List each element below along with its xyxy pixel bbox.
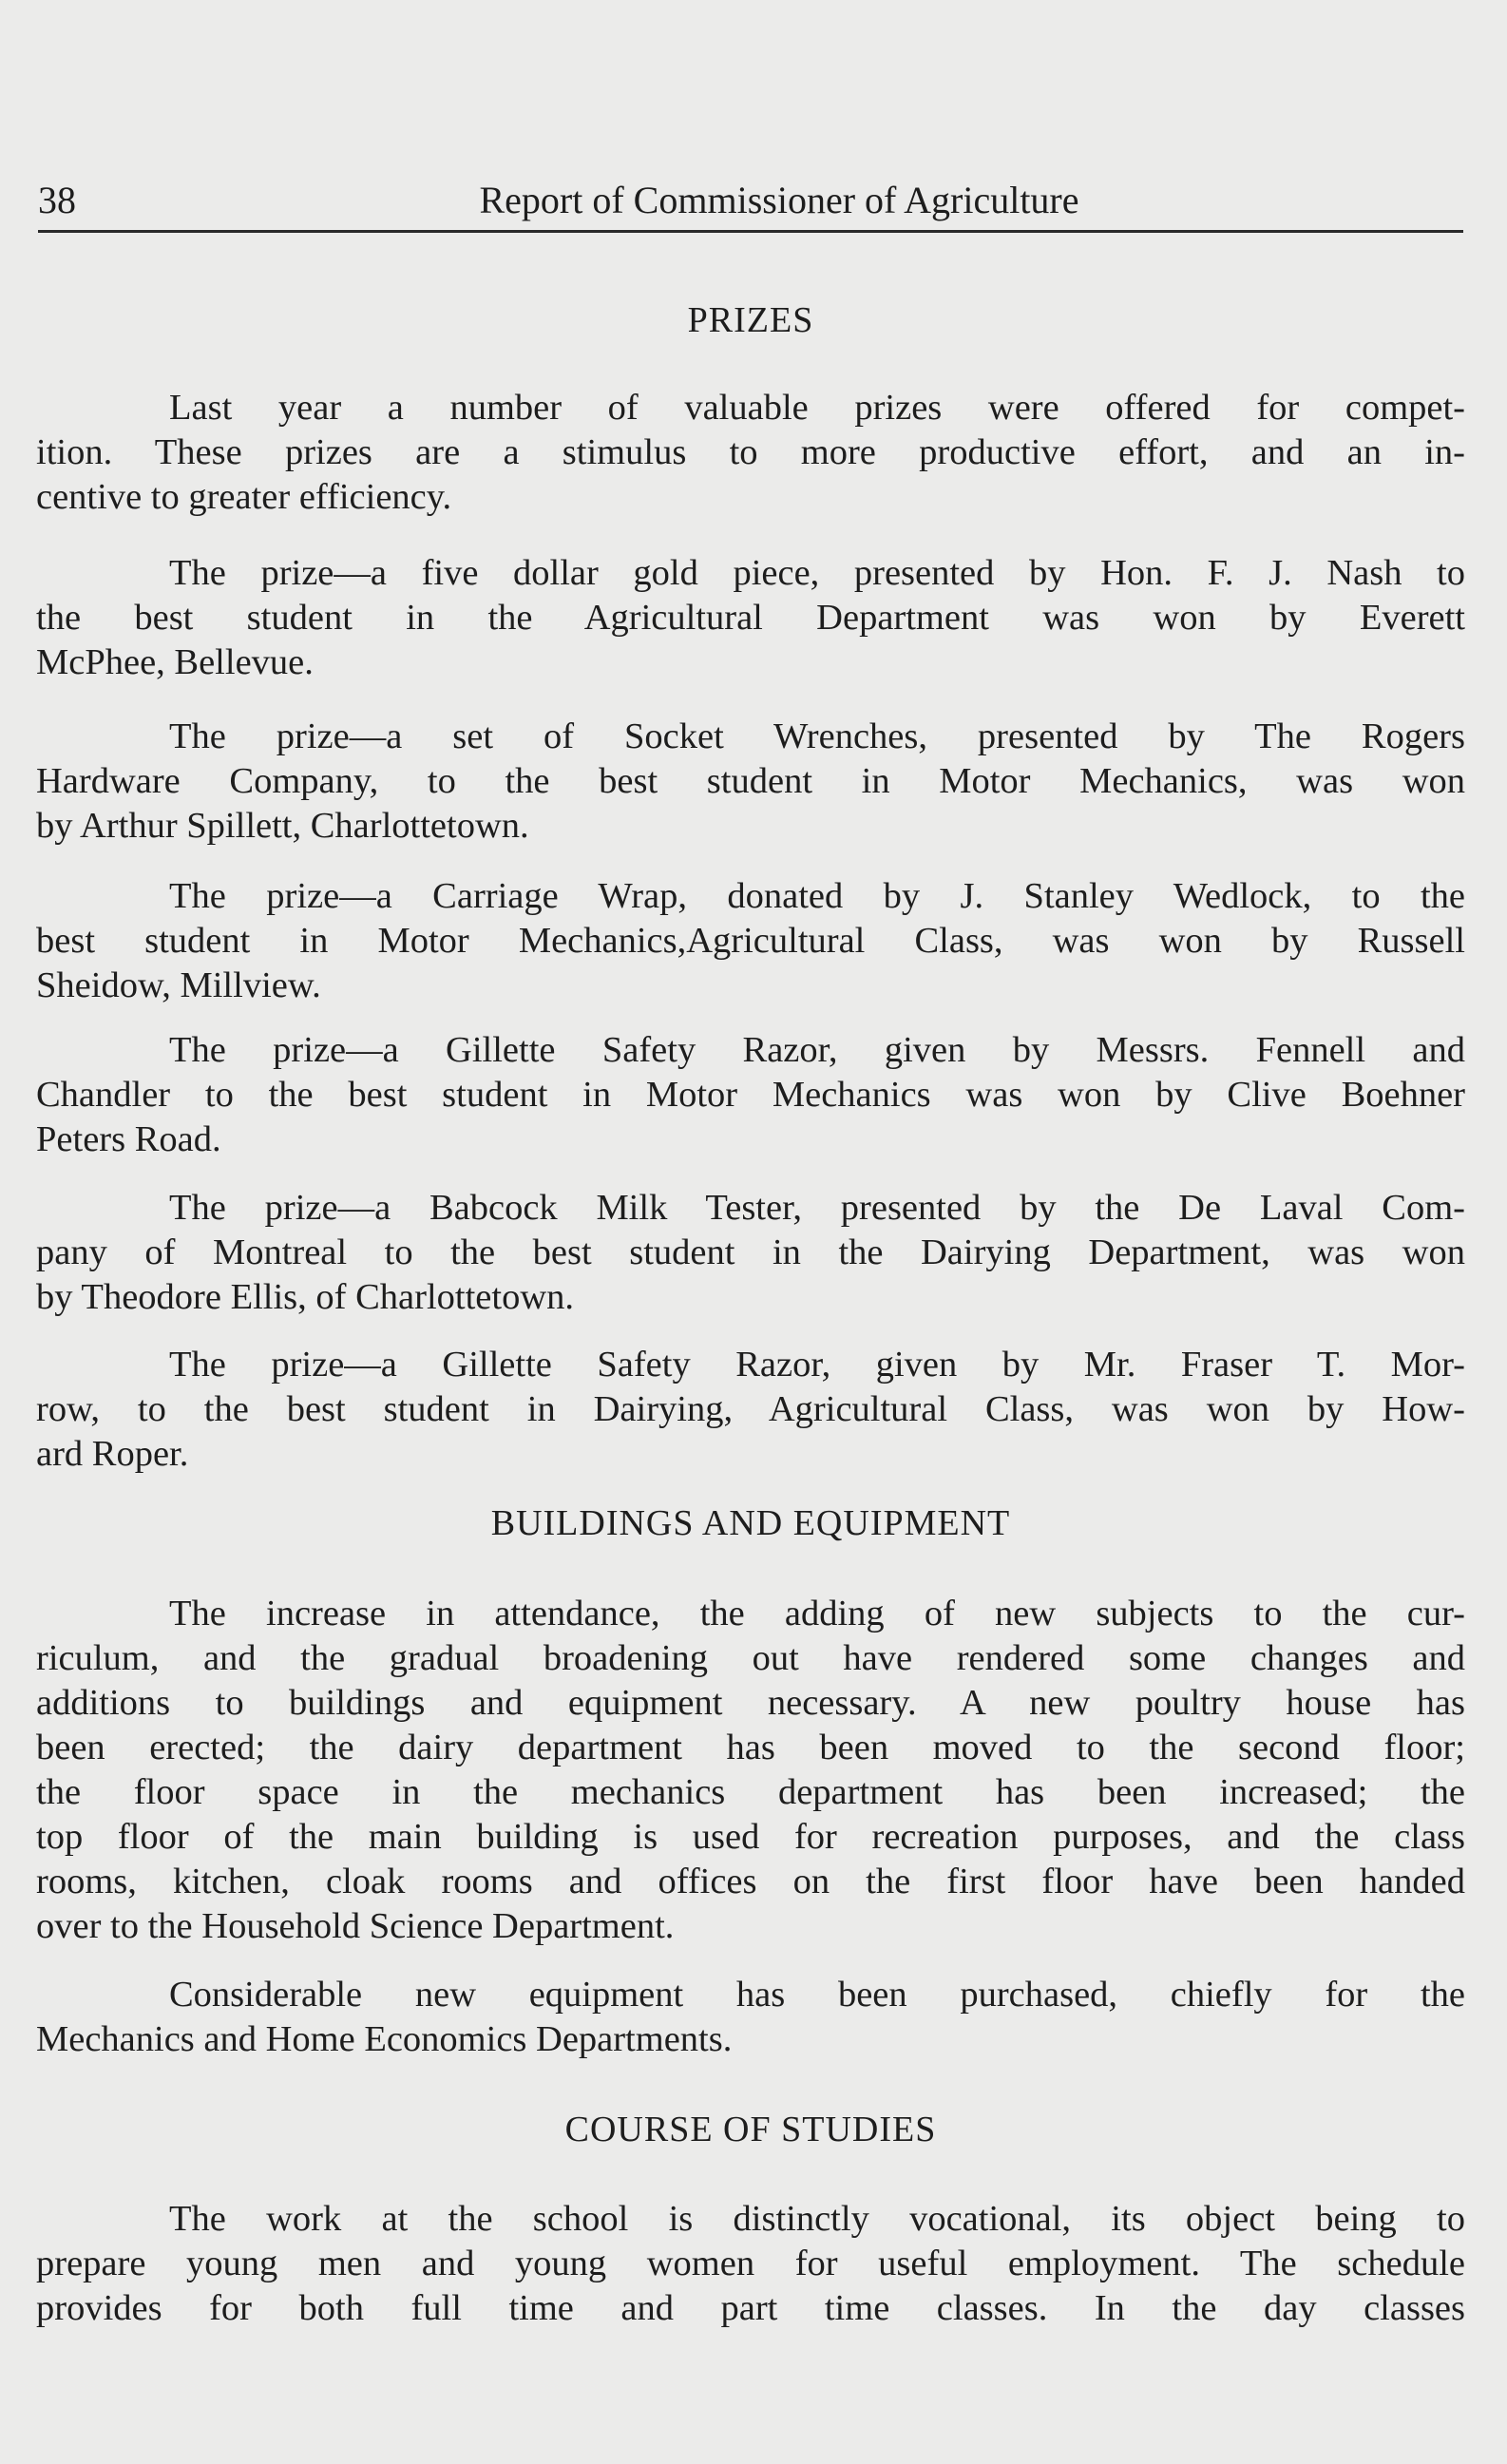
page-number: 38 — [38, 179, 76, 221]
paragraph-prize-carriage-wrap — [36, 874, 1465, 1008]
paragraph-prize-gillette-razor-1 — [36, 1028, 1465, 1162]
text-line: riculum, and the gradual broadening out have rendered some changes and — [36, 1638, 1465, 1678]
text-line: best student in Motor Mechanics,Agricultural Class, was won by Russell — [36, 921, 1465, 961]
text-line: Peters Road. — [36, 1119, 221, 1159]
text-line: ard Roper. — [36, 1434, 189, 1474]
text-line: Mechanics and Home Economics Departments. — [36, 2019, 733, 2059]
text-line: rooms, kitchen, cloak rooms and offices on the first floor have been handed — [36, 1862, 1465, 1901]
text-line: Considerable new equipment has been purchased, chiefly for the — [169, 1975, 1465, 2015]
text-line: over to the Household Science Department. — [36, 1906, 675, 1946]
text-line: The increase in attendance, the adding of new subjects to the cur- — [169, 1594, 1465, 1633]
text-line: row, to the best student in Dairying, Agricultural Class, was won by How- — [36, 1389, 1465, 1429]
text-line: pany of Montreal to the best student in the Dairying Department, was won — [36, 1232, 1465, 1272]
paragraph-prize-socket-wrenches — [36, 715, 1465, 849]
text-line: ition. These prizes are a stimulus to more productive effort, and an in- — [36, 432, 1465, 472]
text-line: by Arthur Spillett, Charlottetown. — [36, 806, 529, 846]
text-line: Chandler to the best student in Motor Mechanics was won by Clive Boehner — [36, 1075, 1465, 1115]
paragraph-prize-milk-tester — [36, 1186, 1465, 1320]
paragraph-course-of-studies — [36, 2197, 1465, 2331]
text-line: The prize—a set of Socket Wrenches, presented by The Rogers — [169, 716, 1465, 756]
section-heading-prizes: PRIZES — [687, 300, 814, 340]
text-line: provides for both full time and part time classes. In the day classes — [36, 2288, 1465, 2328]
running-title: Report of Commissioner of Agriculture — [479, 179, 1079, 221]
text-line: the best student in the Agricultural Department was won by Everett — [36, 598, 1465, 638]
text-line: top floor of the main building is used for recreation purposes, and the class — [36, 1817, 1465, 1857]
text-line: The prize—a Gillette Safety Razor, given by Mr. Fraser T. Mor- — [169, 1345, 1465, 1385]
text-line: The prize—a Gillette Safety Razor, given by Messrs. Fennell and — [169, 1030, 1465, 1070]
header-rule — [38, 230, 1463, 233]
text-line: The work at the school is distinctly vocational, its object being to — [169, 2199, 1465, 2239]
text-line: by Theodore Ellis, of Charlottetown. — [36, 1277, 574, 1317]
text-line: The prize—a Babcock Milk Tester, presented by the De Laval Com- — [169, 1188, 1465, 1228]
section-heading-buildings-equipment: BUILDINGS AND EQUIPMENT — [490, 1503, 1011, 1543]
text-line: centive to greater efficiency. — [36, 477, 452, 517]
text-line: The prize—a Carriage Wrap, donated by J. Stanley Wedlock, to the — [169, 876, 1465, 916]
paragraph-new-equipment — [36, 1973, 1465, 2062]
text-line: Hardware Company, to the best student in Motor Mechanics, was won — [36, 761, 1465, 801]
text-line: additions to buildings and equipment necessary. A new poultry house has — [36, 1683, 1465, 1723]
paragraph-buildings-changes — [36, 1592, 1465, 1949]
running-head — [38, 177, 1463, 224]
text-line: The prize—a five dollar gold piece, presented by Hon. F. J. Nash to — [169, 553, 1465, 593]
text-line: the floor space in the mechanics department has been increased; the — [36, 1772, 1465, 1812]
section-heading-course-of-studies: COURSE OF STUDIES — [564, 2110, 937, 2149]
text-line: Sheidow, Millview. — [36, 965, 321, 1005]
text-line: McPhee, Bellevue. — [36, 642, 314, 682]
text-line: been erected; the dairy department has been moved to the second floor; — [36, 1728, 1465, 1767]
paragraph-prize-gillette-razor-2 — [36, 1343, 1465, 1477]
paragraph-prizes-intro — [36, 386, 1465, 520]
paragraph-prize-gold-piece — [36, 551, 1465, 685]
text-line: Last year a number of valuable prizes were offered for compet- — [169, 388, 1465, 428]
text-line: prepare young men and young women for useful employment. The schedule — [36, 2244, 1465, 2283]
